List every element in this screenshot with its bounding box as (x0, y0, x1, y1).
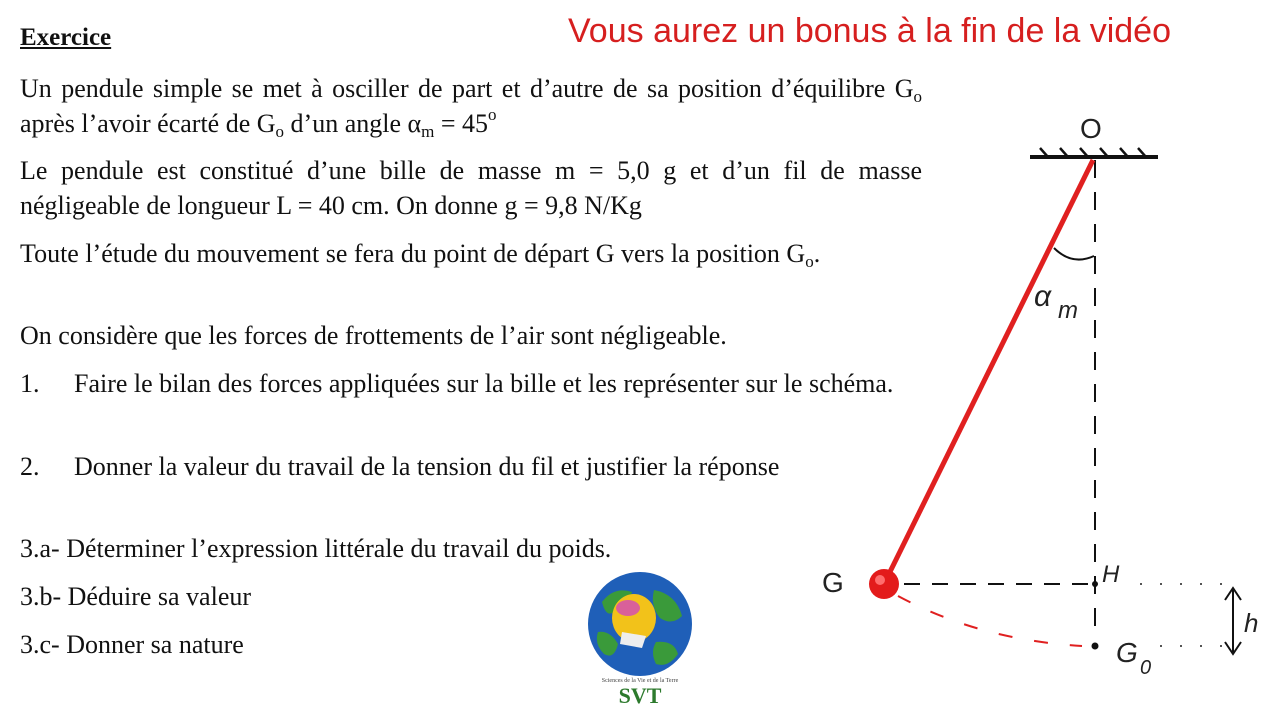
label-alpha: α (1034, 280, 1052, 313)
paragraph-pendulum-data: Le pendule est constitué d’une bille de masse m = 5,0 g et d’un fil de masse négligeable de longueur L = 40 cm. On donne g = 9,8 N/Kg (20, 156, 922, 220)
paragraph-pendulum-intro: Un pendule simple se met à osciller de part et d’autre de sa position d’équilibre $G_o$ après l’avoir écarté de $G_o$ d’un angle $\alpha_m = 45^o$ (20, 74, 922, 141)
paragraph-friction: On considère que les forces de frottements de l’air sont négligeable. (20, 321, 727, 350)
question-3b: 3.b- Déduire sa valeur (20, 582, 252, 611)
label-H: H (1102, 561, 1120, 588)
label-G0-sub: 0 (1140, 657, 1152, 679)
question-number: 2. (20, 452, 40, 481)
question-2 (20, 449, 922, 484)
question-1 (20, 366, 922, 401)
label-G0: G (1116, 637, 1138, 668)
question-number: 1. (20, 369, 40, 398)
question-3c: 3.c- Donner sa nature (20, 630, 244, 659)
height-arrow (1225, 588, 1241, 654)
angle-arc (1054, 248, 1094, 260)
question-text: Faire le bilan des forces appliquées sur la bille et les représenter sur le schéma. (74, 369, 894, 398)
label-O: O (1080, 113, 1102, 144)
label-G: G (822, 567, 844, 598)
logo-brand: SVT (618, 683, 662, 708)
exercise-title: Exercice (20, 24, 112, 51)
label-alpha-sub: m (1058, 297, 1078, 324)
logo-caption: Sciences de la Vie et de la Terre (601, 678, 679, 684)
pendulum-diagram (800, 100, 1270, 700)
pendulum-ball (869, 569, 899, 599)
question-text: Donner la valeur du travail de la tension du fil et justifier la réponse (74, 452, 780, 481)
svt-logo (584, 572, 696, 712)
bonus-banner: Vous aurez un bonus à la fin de la vidéo (568, 12, 1171, 50)
label-h: h (1244, 608, 1259, 638)
question-3a: 3.a- Déterminer l’expression littérale du travail du poids. (20, 534, 612, 563)
paragraph-study-direction: Toute l’étude du mouvement se fera du point de départ G vers la position $G_o$. (20, 239, 821, 271)
trajectory-arc (898, 596, 1082, 646)
pendulum-string (884, 160, 1093, 584)
equilibrium-point (1092, 643, 1099, 650)
